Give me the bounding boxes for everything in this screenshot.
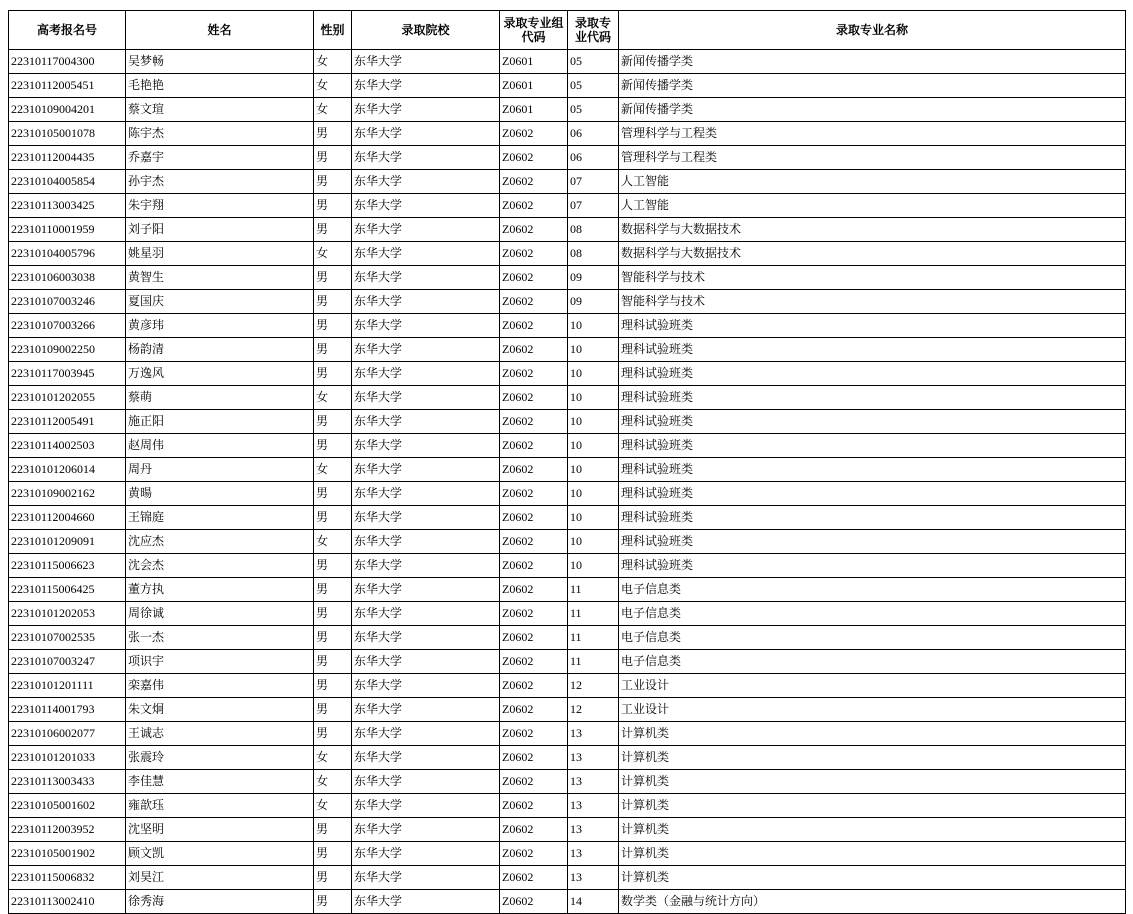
cell-exam-id: 22310101206014 [9, 458, 126, 482]
cell-name: 黄暘 [126, 482, 314, 506]
cell-gender: 男 [314, 578, 352, 602]
cell-group-code: Z0602 [500, 218, 568, 242]
table-row [9, 266, 1126, 290]
cell-major-code: 10 [568, 386, 619, 410]
cell-exam-id: 22310104005854 [9, 170, 126, 194]
cell-exam-id: 22310106002077 [9, 722, 126, 746]
cell-major-name: 计算机类 [619, 722, 1126, 746]
cell-school: 东华大学 [352, 194, 500, 218]
cell-name: 张一杰 [126, 626, 314, 650]
cell-major-code: 05 [568, 98, 619, 122]
cell-exam-id: 22310112004660 [9, 506, 126, 530]
cell-gender: 女 [314, 74, 352, 98]
cell-group-code: Z0602 [500, 770, 568, 794]
cell-gender: 男 [314, 866, 352, 890]
cell-gender: 男 [314, 146, 352, 170]
table-row [9, 218, 1126, 242]
table-row [9, 314, 1126, 338]
cell-major-name: 计算机类 [619, 818, 1126, 842]
cell-name: 王诚志 [126, 722, 314, 746]
cell-group-code: Z0602 [500, 482, 568, 506]
cell-school: 东华大学 [352, 794, 500, 818]
cell-exam-id: 22310112003952 [9, 818, 126, 842]
cell-major-name: 计算机类 [619, 842, 1126, 866]
cell-school: 东华大学 [352, 122, 500, 146]
cell-major-name: 数据科学与大数据技术 [619, 218, 1126, 242]
cell-exam-id: 22310113003433 [9, 770, 126, 794]
cell-group-code: Z0601 [500, 50, 568, 74]
cell-group-code: Z0602 [500, 530, 568, 554]
table-row [9, 818, 1126, 842]
table-row [9, 626, 1126, 650]
header-gender: 性别 [314, 11, 352, 50]
cell-gender: 女 [314, 746, 352, 770]
cell-major-name: 新闻传播学类 [619, 50, 1126, 74]
table-row [9, 194, 1126, 218]
cell-major-name: 理科试验班类 [619, 554, 1126, 578]
cell-name: 周丹 [126, 458, 314, 482]
cell-name: 吴梦畅 [126, 50, 314, 74]
cell-major-name: 新闻传播学类 [619, 74, 1126, 98]
cell-name: 雍歆珏 [126, 794, 314, 818]
cell-gender: 女 [314, 242, 352, 266]
cell-major-name: 新闻传播学类 [619, 98, 1126, 122]
cell-major-code: 10 [568, 530, 619, 554]
table-row [9, 410, 1126, 434]
cell-major-name: 计算机类 [619, 770, 1126, 794]
cell-gender: 男 [314, 362, 352, 386]
cell-major-name: 管理科学与工程类 [619, 122, 1126, 146]
cell-major-name: 数学类（金融与统计方向） [619, 890, 1126, 914]
cell-major-code: 13 [568, 818, 619, 842]
cell-gender: 男 [314, 650, 352, 674]
cell-exam-id: 22310109002250 [9, 338, 126, 362]
cell-major-name: 理科试验班类 [619, 314, 1126, 338]
cell-group-code: Z0602 [500, 890, 568, 914]
cell-name: 董方执 [126, 578, 314, 602]
cell-gender: 女 [314, 794, 352, 818]
table-row [9, 338, 1126, 362]
cell-name: 杨韵清 [126, 338, 314, 362]
cell-group-code: Z0602 [500, 674, 568, 698]
table-row [9, 434, 1126, 458]
cell-name: 陈宇杰 [126, 122, 314, 146]
table-row [9, 530, 1126, 554]
cell-school: 东华大学 [352, 818, 500, 842]
cell-exam-id: 22310105001602 [9, 794, 126, 818]
cell-name: 项识宇 [126, 650, 314, 674]
cell-major-code: 06 [568, 122, 619, 146]
cell-group-code: Z0602 [500, 698, 568, 722]
cell-group-code: Z0602 [500, 434, 568, 458]
admission-table-container [8, 10, 1125, 914]
cell-gender: 男 [314, 842, 352, 866]
cell-gender: 男 [314, 338, 352, 362]
cell-name: 姚星羽 [126, 242, 314, 266]
cell-exam-id: 22310115006425 [9, 578, 126, 602]
cell-group-code: Z0602 [500, 602, 568, 626]
cell-gender: 男 [314, 170, 352, 194]
cell-gender: 女 [314, 458, 352, 482]
cell-major-code: 11 [568, 626, 619, 650]
cell-group-code: Z0602 [500, 578, 568, 602]
cell-name: 夏国庆 [126, 290, 314, 314]
cell-major-name: 智能科学与技术 [619, 290, 1126, 314]
table-row [9, 722, 1126, 746]
cell-school: 东华大学 [352, 266, 500, 290]
cell-exam-id: 22310105001078 [9, 122, 126, 146]
cell-name: 沈应杰 [126, 530, 314, 554]
cell-school: 东华大学 [352, 362, 500, 386]
cell-group-code: Z0602 [500, 866, 568, 890]
cell-major-name: 理科试验班类 [619, 458, 1126, 482]
table-row [9, 290, 1126, 314]
cell-name: 朱宇翔 [126, 194, 314, 218]
cell-name: 张震玲 [126, 746, 314, 770]
cell-exam-id: 22310117004300 [9, 50, 126, 74]
cell-group-code: Z0602 [500, 170, 568, 194]
cell-major-name: 理科试验班类 [619, 410, 1126, 434]
cell-name: 乔嘉宇 [126, 146, 314, 170]
cell-school: 东华大学 [352, 842, 500, 866]
table-row [9, 242, 1126, 266]
cell-gender: 女 [314, 50, 352, 74]
cell-school: 东华大学 [352, 50, 500, 74]
cell-school: 东华大学 [352, 626, 500, 650]
cell-major-name: 智能科学与技术 [619, 266, 1126, 290]
table-body [9, 50, 1126, 914]
cell-name: 王锦庭 [126, 506, 314, 530]
cell-school: 东华大学 [352, 506, 500, 530]
cell-major-name: 人工智能 [619, 194, 1126, 218]
cell-major-code: 08 [568, 242, 619, 266]
cell-major-code: 07 [568, 170, 619, 194]
cell-exam-id: 22310113003425 [9, 194, 126, 218]
cell-major-code: 10 [568, 458, 619, 482]
cell-gender: 男 [314, 314, 352, 338]
cell-major-code: 05 [568, 74, 619, 98]
cell-name: 李佳慧 [126, 770, 314, 794]
cell-major-code: 13 [568, 770, 619, 794]
cell-school: 东华大学 [352, 98, 500, 122]
cell-major-code: 14 [568, 890, 619, 914]
table-row [9, 50, 1126, 74]
table-row [9, 482, 1126, 506]
cell-major-code: 10 [568, 554, 619, 578]
cell-major-name: 工业设计 [619, 674, 1126, 698]
cell-group-code: Z0602 [500, 266, 568, 290]
cell-group-code: Z0601 [500, 74, 568, 98]
cell-major-code: 10 [568, 338, 619, 362]
cell-school: 东华大学 [352, 290, 500, 314]
cell-major-name: 电子信息类 [619, 650, 1126, 674]
cell-gender: 男 [314, 626, 352, 650]
cell-name: 施正阳 [126, 410, 314, 434]
cell-exam-id: 22310109004201 [9, 98, 126, 122]
cell-group-code: Z0602 [500, 338, 568, 362]
table-row [9, 890, 1126, 914]
table-row [9, 146, 1126, 170]
cell-school: 东华大学 [352, 338, 500, 362]
cell-group-code: Z0601 [500, 98, 568, 122]
cell-gender: 男 [314, 482, 352, 506]
cell-gender: 男 [314, 218, 352, 242]
cell-major-name: 理科试验班类 [619, 530, 1126, 554]
admission-table [8, 10, 1126, 914]
cell-major-code: 10 [568, 314, 619, 338]
cell-exam-id: 22310114001793 [9, 698, 126, 722]
cell-group-code: Z0602 [500, 242, 568, 266]
table-row [9, 578, 1126, 602]
cell-exam-id: 22310106003038 [9, 266, 126, 290]
cell-gender: 男 [314, 674, 352, 698]
cell-major-name: 理科试验班类 [619, 362, 1126, 386]
cell-school: 东华大学 [352, 74, 500, 98]
cell-group-code: Z0602 [500, 818, 568, 842]
cell-gender: 男 [314, 602, 352, 626]
cell-group-code: Z0602 [500, 626, 568, 650]
cell-school: 东华大学 [352, 602, 500, 626]
cell-major-code: 06 [568, 146, 619, 170]
cell-exam-id: 22310112005491 [9, 410, 126, 434]
cell-major-code: 13 [568, 866, 619, 890]
cell-exam-id: 22310104005796 [9, 242, 126, 266]
cell-name: 周徐诚 [126, 602, 314, 626]
cell-school: 东华大学 [352, 434, 500, 458]
header-school: 录取院校 [352, 11, 500, 50]
cell-group-code: Z0602 [500, 146, 568, 170]
cell-group-code: Z0602 [500, 290, 568, 314]
cell-school: 东华大学 [352, 218, 500, 242]
cell-major-code: 13 [568, 794, 619, 818]
cell-name: 沈会杰 [126, 554, 314, 578]
cell-exam-id: 22310114002503 [9, 434, 126, 458]
cell-gender: 男 [314, 506, 352, 530]
table-row [9, 506, 1126, 530]
cell-group-code: Z0602 [500, 458, 568, 482]
cell-gender: 女 [314, 386, 352, 410]
table-row [9, 362, 1126, 386]
cell-major-name: 计算机类 [619, 794, 1126, 818]
table-row [9, 746, 1126, 770]
cell-name: 顾文凯 [126, 842, 314, 866]
cell-school: 东华大学 [352, 770, 500, 794]
cell-major-code: 12 [568, 698, 619, 722]
cell-major-code: 10 [568, 506, 619, 530]
cell-exam-id: 22310107002535 [9, 626, 126, 650]
cell-exam-id: 22310112005451 [9, 74, 126, 98]
cell-name: 黄彦玮 [126, 314, 314, 338]
cell-major-name: 理科试验班类 [619, 386, 1126, 410]
cell-school: 东华大学 [352, 146, 500, 170]
cell-group-code: Z0602 [500, 506, 568, 530]
cell-gender: 男 [314, 698, 352, 722]
cell-group-code: Z0602 [500, 746, 568, 770]
cell-major-name: 工业设计 [619, 698, 1126, 722]
cell-major-code: 07 [568, 194, 619, 218]
cell-school: 东华大学 [352, 866, 500, 890]
table-row [9, 122, 1126, 146]
cell-exam-id: 22310101202053 [9, 602, 126, 626]
table-row [9, 698, 1126, 722]
cell-school: 东华大学 [352, 530, 500, 554]
table-row [9, 794, 1126, 818]
cell-name: 蔡萌 [126, 386, 314, 410]
cell-school: 东华大学 [352, 698, 500, 722]
table-row [9, 98, 1126, 122]
cell-exam-id: 22310107003247 [9, 650, 126, 674]
cell-gender: 女 [314, 530, 352, 554]
cell-gender: 女 [314, 770, 352, 794]
cell-group-code: Z0602 [500, 194, 568, 218]
table-header-row [9, 11, 1126, 50]
cell-name: 朱文炯 [126, 698, 314, 722]
cell-school: 东华大学 [352, 242, 500, 266]
table-row [9, 866, 1126, 890]
cell-school: 东华大学 [352, 458, 500, 482]
cell-name: 蔡文瑄 [126, 98, 314, 122]
cell-gender: 女 [314, 98, 352, 122]
cell-exam-id: 22310112004435 [9, 146, 126, 170]
cell-exam-id: 22310101201111 [9, 674, 126, 698]
cell-group-code: Z0602 [500, 722, 568, 746]
cell-major-code: 05 [568, 50, 619, 74]
cell-exam-id: 22310105001902 [9, 842, 126, 866]
cell-school: 东华大学 [352, 554, 500, 578]
cell-major-name: 理科试验班类 [619, 482, 1126, 506]
table-row [9, 458, 1126, 482]
cell-school: 东华大学 [352, 650, 500, 674]
cell-group-code: Z0602 [500, 842, 568, 866]
header-major-code: 录取专业代码 [568, 11, 619, 50]
cell-school: 东华大学 [352, 746, 500, 770]
cell-exam-id: 22310101201033 [9, 746, 126, 770]
cell-name: 刘昊江 [126, 866, 314, 890]
table-row [9, 554, 1126, 578]
cell-group-code: Z0602 [500, 362, 568, 386]
cell-group-code: Z0602 [500, 650, 568, 674]
cell-exam-id: 22310113002410 [9, 890, 126, 914]
cell-gender: 男 [314, 122, 352, 146]
cell-school: 东华大学 [352, 890, 500, 914]
table-row [9, 170, 1126, 194]
cell-exam-id: 22310107003266 [9, 314, 126, 338]
cell-gender: 男 [314, 890, 352, 914]
cell-group-code: Z0602 [500, 122, 568, 146]
cell-exam-id: 22310115006832 [9, 866, 126, 890]
header-group-code: 录取专业组代码 [500, 11, 568, 50]
cell-major-code: 13 [568, 746, 619, 770]
cell-major-name: 电子信息类 [619, 602, 1126, 626]
cell-major-name: 计算机类 [619, 866, 1126, 890]
cell-major-name: 理科试验班类 [619, 338, 1126, 362]
cell-group-code: Z0602 [500, 554, 568, 578]
cell-exam-id: 22310109002162 [9, 482, 126, 506]
cell-exam-id: 22310101209091 [9, 530, 126, 554]
cell-school: 东华大学 [352, 482, 500, 506]
cell-gender: 男 [314, 818, 352, 842]
cell-major-code: 09 [568, 290, 619, 314]
cell-school: 东华大学 [352, 170, 500, 194]
cell-major-code: 09 [568, 266, 619, 290]
cell-major-code: 11 [568, 650, 619, 674]
cell-exam-id: 22310117003945 [9, 362, 126, 386]
cell-name: 刘子阳 [126, 218, 314, 242]
cell-school: 东华大学 [352, 674, 500, 698]
cell-major-code: 10 [568, 362, 619, 386]
table-row [9, 386, 1126, 410]
cell-major-code: 13 [568, 842, 619, 866]
cell-major-code: 08 [568, 218, 619, 242]
cell-exam-id: 22310110001959 [9, 218, 126, 242]
cell-name: 徐秀海 [126, 890, 314, 914]
cell-major-name: 人工智能 [619, 170, 1126, 194]
cell-major-name: 理科试验班类 [619, 434, 1126, 458]
cell-major-code: 10 [568, 482, 619, 506]
header-major-name: 录取专业名称 [619, 11, 1126, 50]
cell-gender: 男 [314, 434, 352, 458]
cell-major-name: 电子信息类 [619, 578, 1126, 602]
cell-school: 东华大学 [352, 410, 500, 434]
cell-group-code: Z0602 [500, 314, 568, 338]
cell-group-code: Z0602 [500, 410, 568, 434]
cell-exam-id: 22310115006623 [9, 554, 126, 578]
cell-major-name: 理科试验班类 [619, 506, 1126, 530]
cell-gender: 男 [314, 266, 352, 290]
cell-school: 东华大学 [352, 386, 500, 410]
header-exam-id: 高考报名号 [9, 11, 126, 50]
cell-major-name: 计算机类 [619, 746, 1126, 770]
table-row [9, 770, 1126, 794]
cell-name: 栾嘉伟 [126, 674, 314, 698]
table-row [9, 842, 1126, 866]
cell-name: 沈坚明 [126, 818, 314, 842]
cell-name: 万逸风 [126, 362, 314, 386]
cell-major-code: 10 [568, 410, 619, 434]
cell-gender: 男 [314, 722, 352, 746]
table-row [9, 74, 1126, 98]
cell-major-name: 管理科学与工程类 [619, 146, 1126, 170]
cell-major-name: 数据科学与大数据技术 [619, 242, 1126, 266]
cell-gender: 男 [314, 554, 352, 578]
cell-exam-id: 22310101202055 [9, 386, 126, 410]
cell-school: 东华大学 [352, 722, 500, 746]
cell-school: 东华大学 [352, 578, 500, 602]
cell-name: 赵周伟 [126, 434, 314, 458]
table-row [9, 674, 1126, 698]
cell-gender: 男 [314, 410, 352, 434]
table-row [9, 602, 1126, 626]
cell-name: 孙宇杰 [126, 170, 314, 194]
cell-gender: 男 [314, 194, 352, 218]
cell-major-name: 电子信息类 [619, 626, 1126, 650]
header-name: 姓名 [126, 11, 314, 50]
table-row [9, 650, 1126, 674]
cell-group-code: Z0602 [500, 386, 568, 410]
cell-name: 毛艳艳 [126, 74, 314, 98]
cell-major-code: 11 [568, 578, 619, 602]
cell-major-code: 10 [568, 434, 619, 458]
cell-exam-id: 22310107003246 [9, 290, 126, 314]
cell-gender: 男 [314, 290, 352, 314]
cell-group-code: Z0602 [500, 794, 568, 818]
cell-name: 黄智生 [126, 266, 314, 290]
cell-school: 东华大学 [352, 314, 500, 338]
cell-major-code: 13 [568, 722, 619, 746]
cell-major-code: 12 [568, 674, 619, 698]
cell-major-code: 11 [568, 602, 619, 626]
